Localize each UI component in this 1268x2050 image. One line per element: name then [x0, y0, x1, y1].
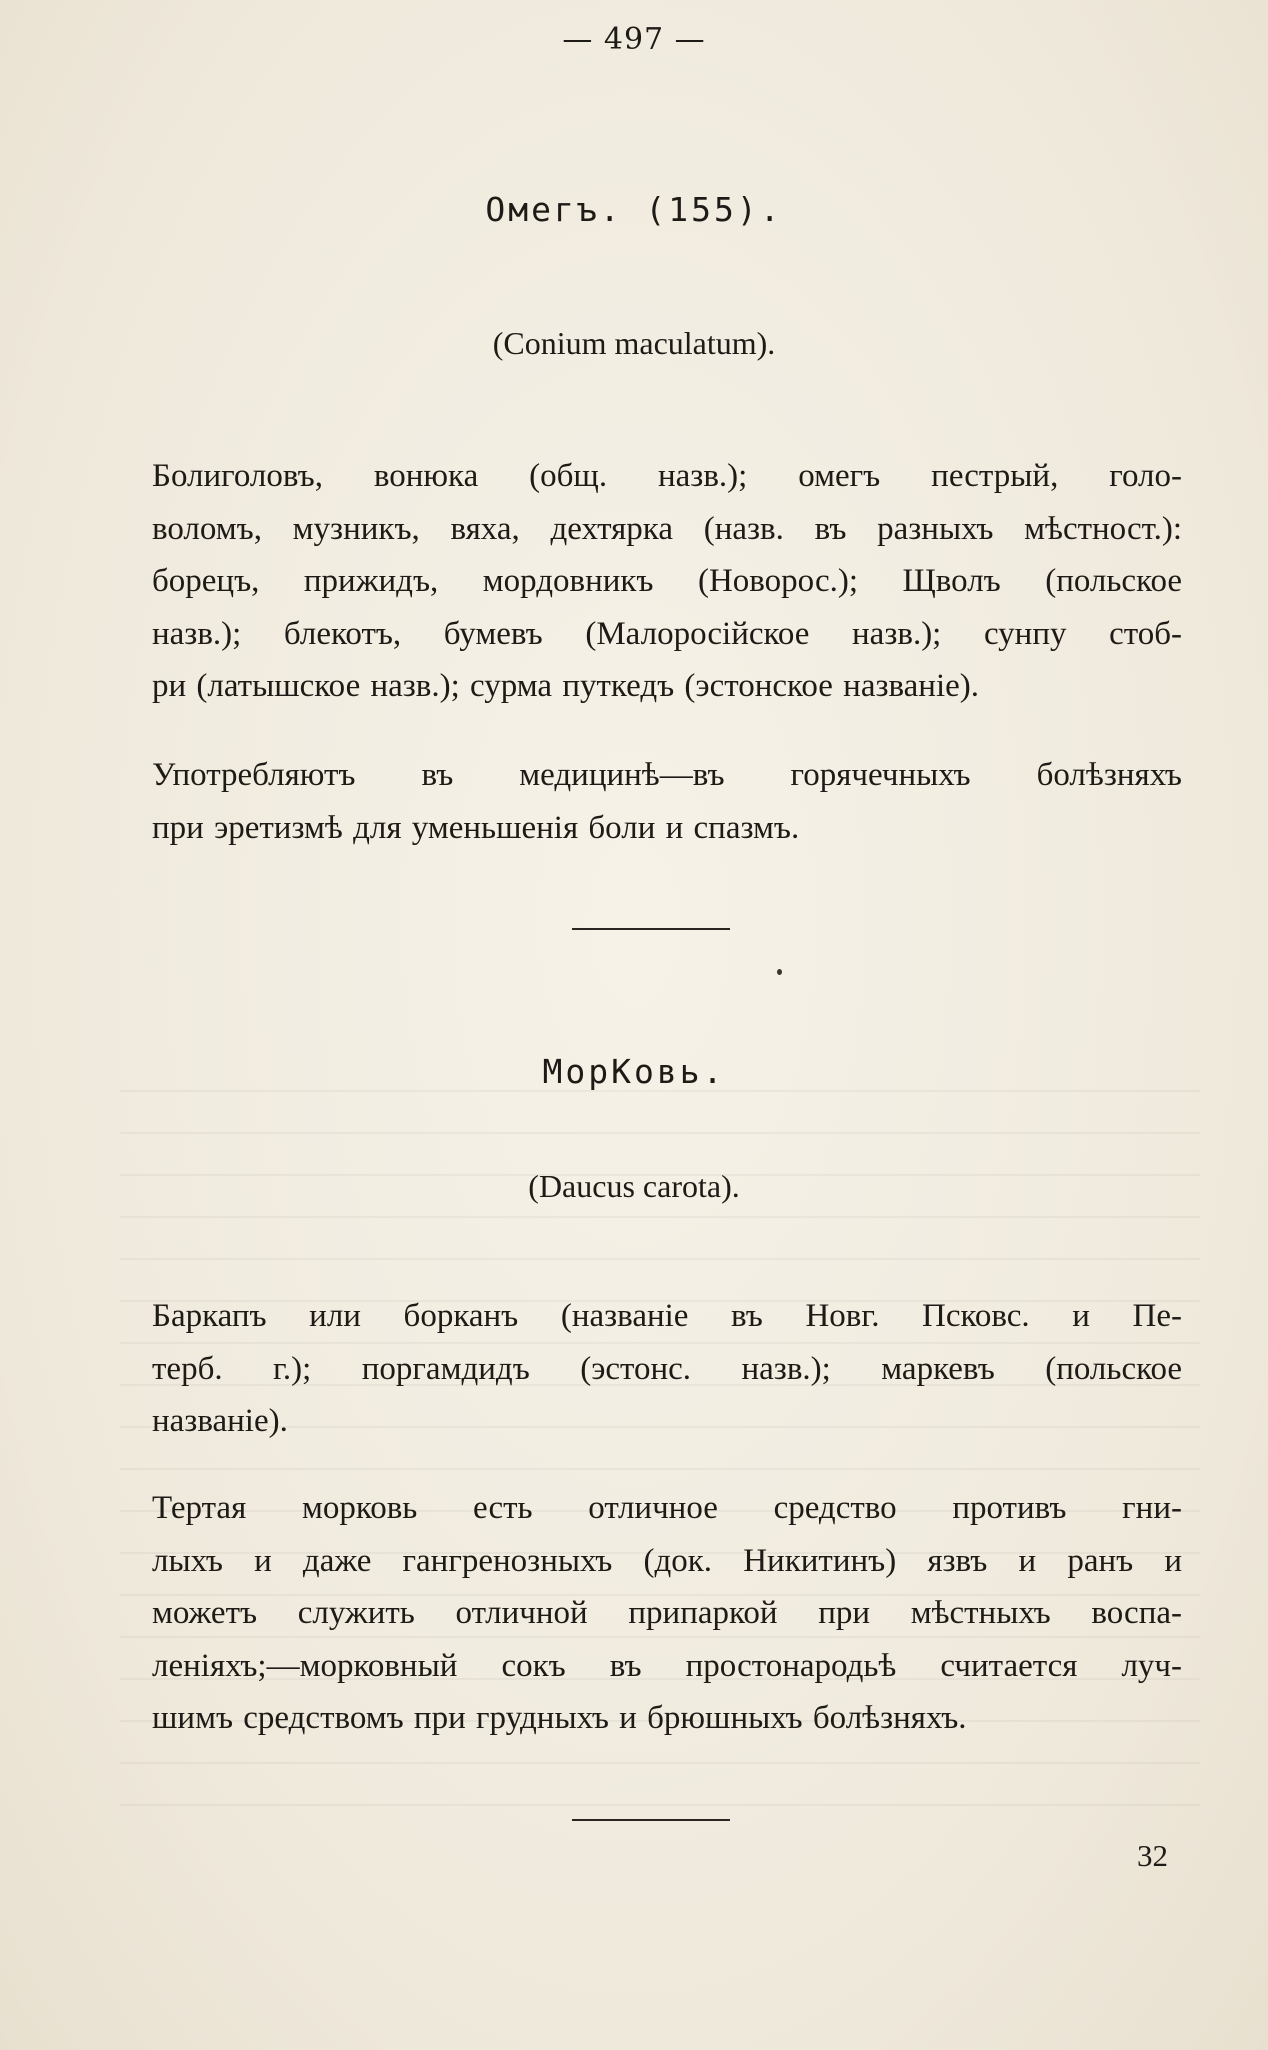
- text-line: Баркапъ или борканъ (названіе въ Новг. Псковс. и Пе-: [152, 1298, 1182, 1334]
- paragraph-morkov-names: [152, 1290, 1182, 1448]
- section-title-omeg: Омегъ. (155).: [485, 190, 783, 229]
- text-line: при эретизмѣ для уменьшенія боли и спазмъ.: [152, 809, 800, 846]
- section-divider: [572, 928, 730, 930]
- text-line: шимъ средствомъ при грудныхъ и брюшныхъ болѣзняхъ.: [152, 1700, 967, 1736]
- page-number: — 497 —: [562, 22, 706, 57]
- latin-name-daucus: (Daucus carota).: [528, 1168, 740, 1204]
- paragraph-omeg-usage: [152, 749, 1182, 854]
- text-line: леніяхъ;—морковный сокъ въ простонародьѣ считается луч-: [152, 1647, 1182, 1684]
- sheet-signature-mark: 32: [1137, 1838, 1168, 1873]
- text-line: лыхъ и даже гангренозныхъ (док. Никитинъ) язвъ и ранъ и: [152, 1542, 1182, 1579]
- text-line: названіе).: [152, 1403, 288, 1439]
- latin-name-conium: (Conium maculatum).: [492, 325, 776, 361]
- text-line: терб. г.); поргамдидъ (эстонс. назв.); маркевъ (польское: [152, 1350, 1182, 1387]
- text-line: Тертая морковь есть отличное средство противъ гни-: [152, 1490, 1182, 1526]
- section-divider: [572, 1819, 730, 1821]
- text-line: ри (латышское назв.); сурма путкедъ (эстонское названіе).: [152, 668, 980, 704]
- ink-speck: [777, 969, 782, 975]
- text-line: назв.); блекотъ, бумевъ (Малоросійское назв.); сунпу стоб-: [152, 615, 1182, 652]
- text-line: можетъ служить отличной припаркой при мѣстныхъ воспа-: [152, 1595, 1182, 1631]
- section-title-morkov: МорКовь.: [542, 1052, 726, 1091]
- text-line: воломъ, музникъ, вяха, дехтярка (назв. въ разныхъ мѣстност.):: [152, 510, 1182, 547]
- text-line: Употребляютъ въ медицинѣ—въ горячечныхъ болѣзняхъ: [152, 757, 1182, 793]
- paragraph-omeg-names: [152, 450, 1182, 713]
- text-line: борецъ, прижидъ, мордовникъ (Новорос.); Щволъ (польское: [152, 563, 1182, 599]
- paragraph-morkov-usage: [152, 1482, 1182, 1745]
- text-line: Болиголовъ, вонюка (общ. назв.); омегъ пестрый, голо-: [152, 458, 1182, 494]
